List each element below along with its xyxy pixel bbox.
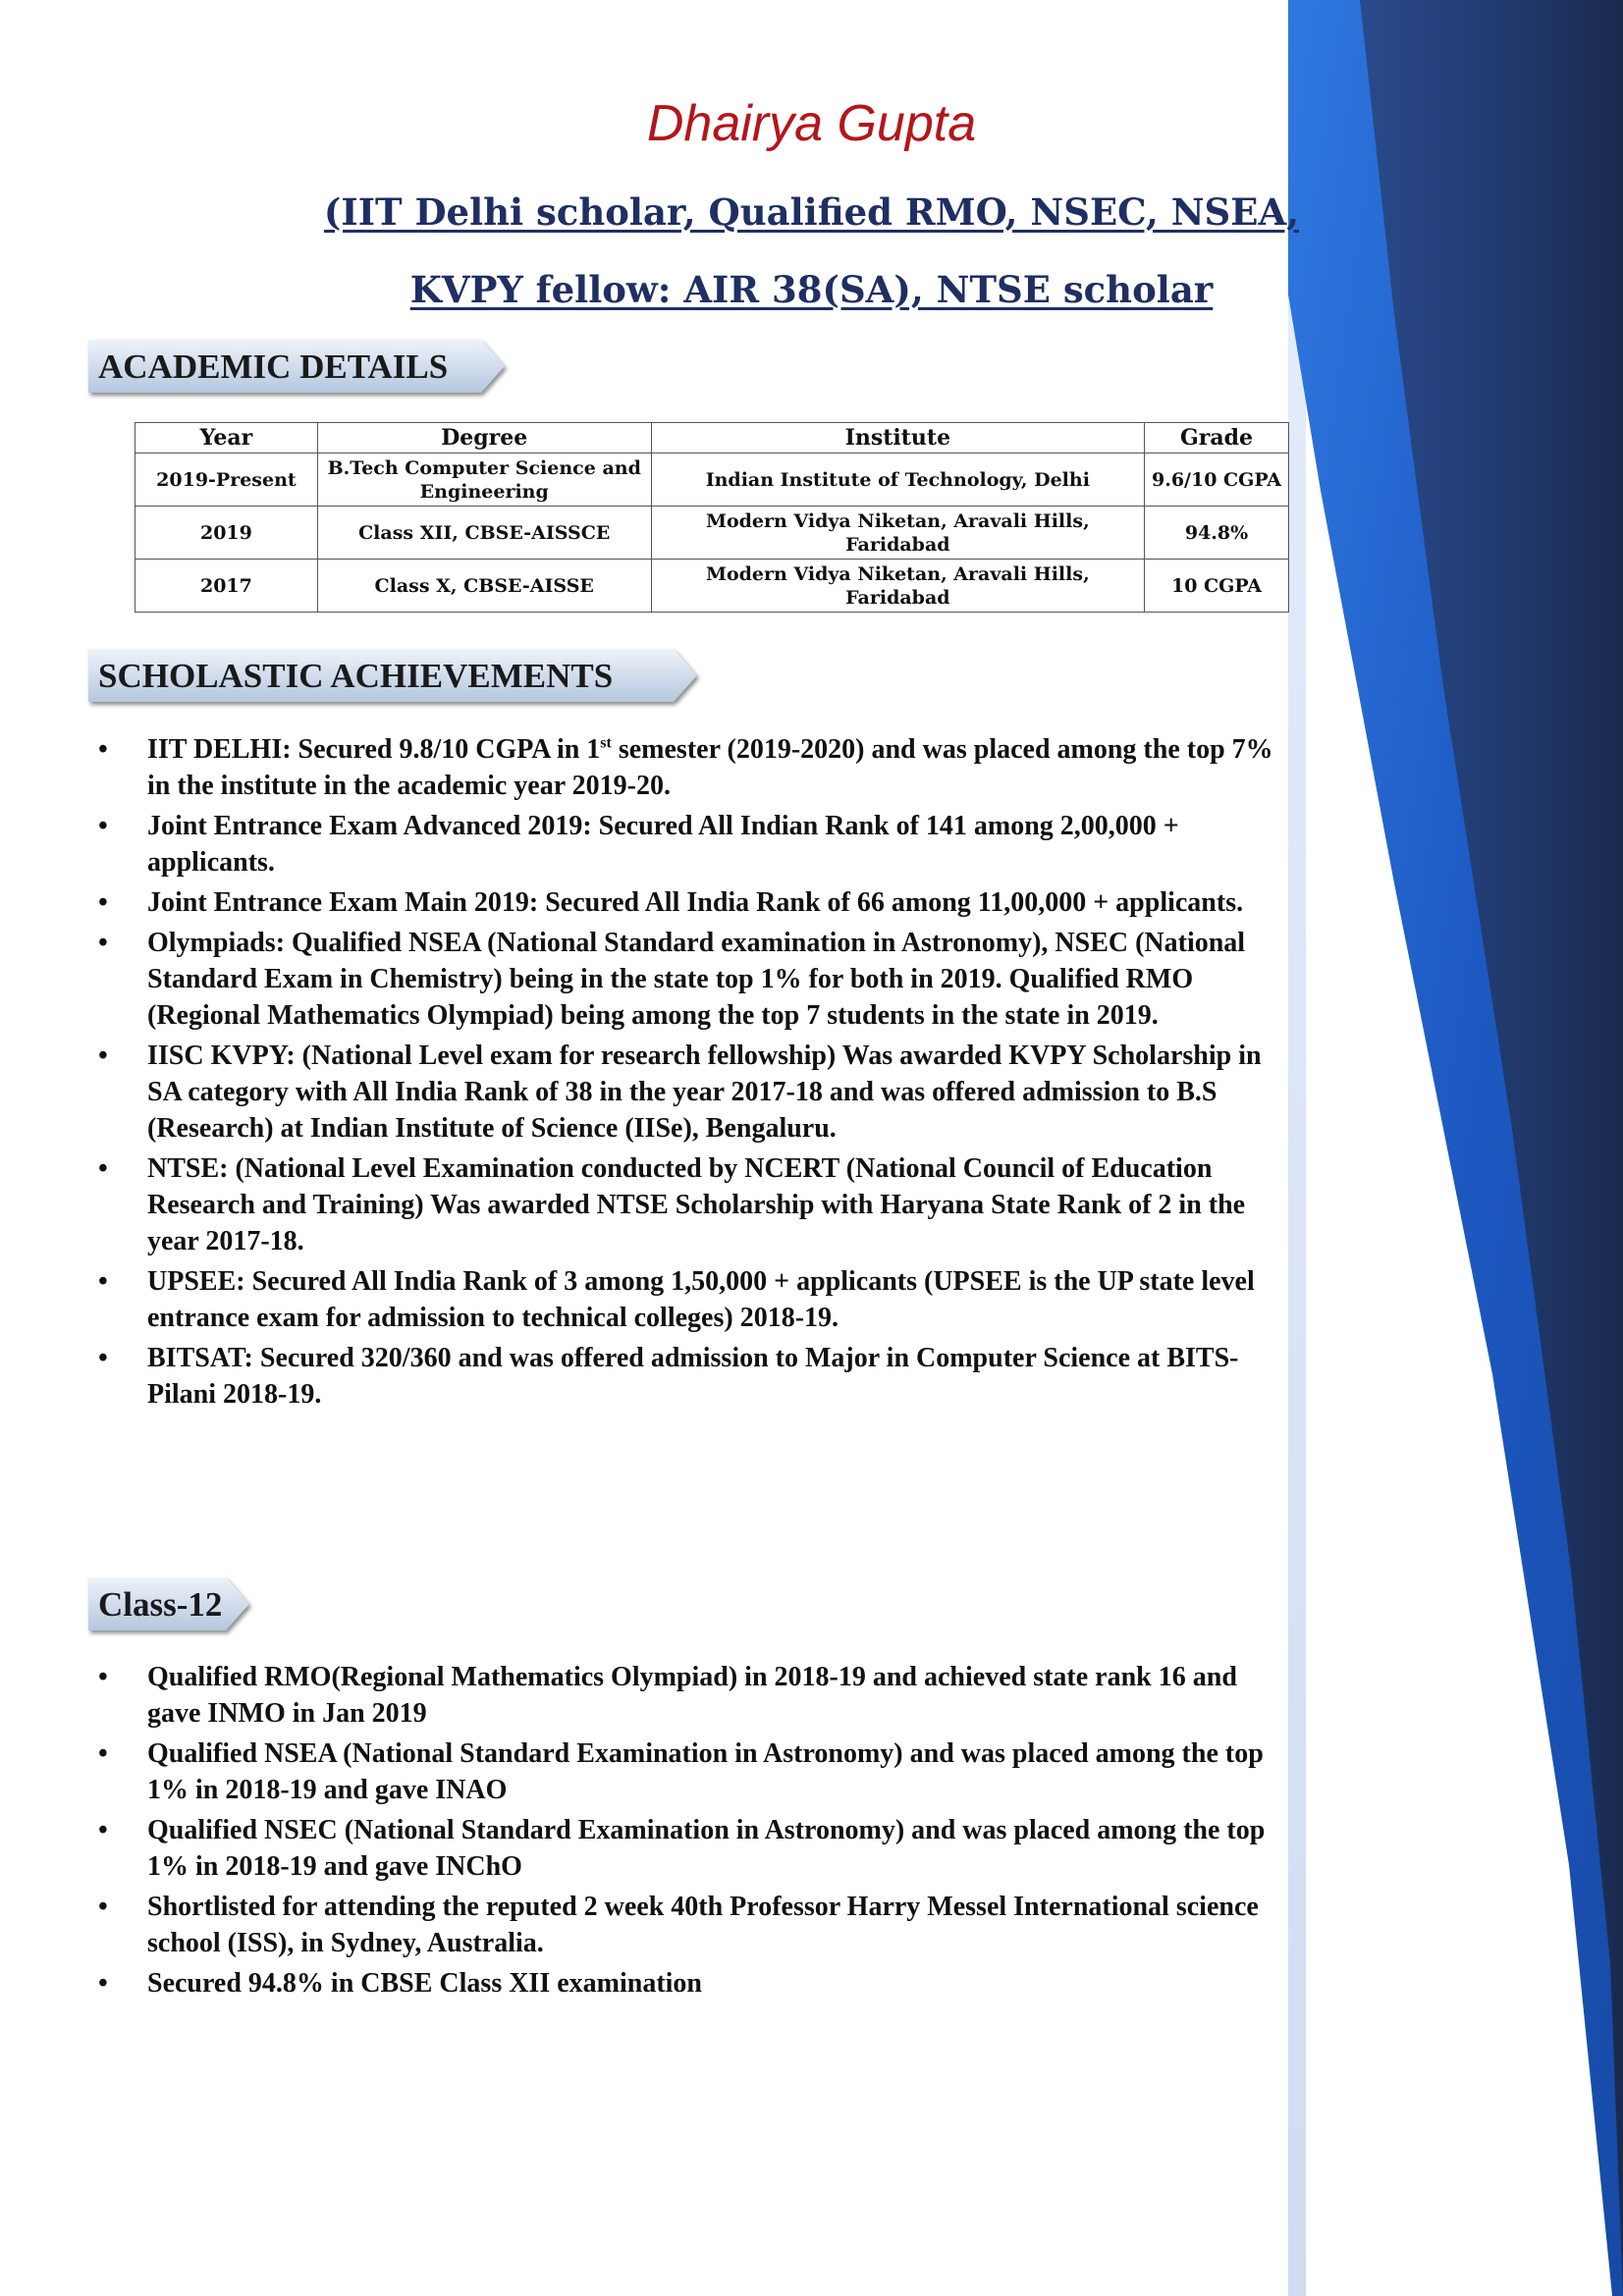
- cell-year: 2019: [135, 507, 318, 560]
- list-item: [98, 731, 1296, 804]
- header-year: Year: [135, 423, 318, 454]
- section-title-academic: ACADEMIC DETAILS: [98, 347, 449, 386]
- section-title-class12: Class-12: [98, 1585, 223, 1624]
- subtitle-line-1: (IIT Delhi scholar, Qualified RMO, NSEC, NSEA,: [323, 190, 1300, 234]
- cell-grade: 9.6/10 CGPA: [1145, 454, 1289, 507]
- academic-table: [135, 422, 1289, 613]
- list-item: • Olympiads: Qualified NSEA (National Standard examination in Astronomy), NSEC (National Standard Exam in Chemistry) being in the state top 1% for both in 2019. Qualified RMO (Regional Mathematics Olympiad) being among the top 7 students in the state in 2019.: [98, 925, 1296, 1034]
- header-institute: Institute: [651, 423, 1144, 454]
- table-header-row: [135, 423, 1289, 454]
- list-item: • Qualified NSEA (National Standard Examination in Astronomy) and was placed among the top 1% in 2018-19 and gave INAO: [98, 1735, 1296, 1808]
- class12-list: [98, 1659, 1296, 2005]
- list-item: • Qualified NSEC (National Standard Examination in Astronomy) and was placed among the top 1% in 2018-19 and gave INChO: [98, 1812, 1296, 1885]
- achievement-text-part: semester (2019-2020) and was placed among the top 7% in the institute in the academic year 2019-20.: [147, 734, 1273, 801]
- cell-institute: Modern Vidya Niketan, Aravali Hills, Faridabad: [651, 507, 1144, 560]
- section-banner-academic: [88, 340, 505, 393]
- list-item: • Shortlisted for attending the reputed 2 week 40th Professor Harry Messel International science school (ISS), in Sydney, Australia.: [98, 1889, 1296, 1961]
- achievement-text-part: IIT DELHI: Secured 9.8/10 CGPA in 1: [147, 734, 601, 765]
- cell-grade: 94.8%: [1145, 507, 1289, 560]
- list-item: • Secured 94.8% in CBSE Class XII examination: [98, 1965, 1296, 2002]
- list-item: • Joint Entrance Exam Main 2019: Secured All India Rank of 66 among 11,00,000 + applicants.: [98, 884, 1296, 921]
- header-grade: Grade: [1145, 423, 1289, 454]
- cell-degree: Class X, CBSE-AISSE: [317, 560, 651, 613]
- cell-year: 2019-Present: [135, 454, 318, 507]
- table-row: [135, 454, 1289, 507]
- header-degree: Degree: [317, 423, 651, 454]
- table-row: [135, 560, 1289, 613]
- list-item: • UPSEE: Secured All India Rank of 3 among 1,50,000 + applicants (UPSEE is the UP state level entrance exam for admission to technical colleges) 2018-19.: [98, 1263, 1296, 1336]
- table-row: [135, 507, 1289, 560]
- list-item: • Joint Entrance Exam Advanced 2019: Secured All Indian Rank of 141 among 2,00,000 + applicants.: [98, 808, 1296, 881]
- list-item: • NTSE: (National Level Examination conducted by NCERT (National Council of Education Research and Training) Was awarded NTSE Scholarship with Haryana State Rank of 2 in the year 2017-18.: [98, 1150, 1296, 1259]
- candidate-name: Dhairya Gupta: [646, 95, 977, 152]
- cell-degree: B.Tech Computer Science and Engineering: [317, 454, 651, 507]
- section-banner-class12: [88, 1577, 249, 1630]
- cell-year: 2017: [135, 560, 318, 613]
- section-banner-scholastic: [88, 649, 697, 702]
- ordinal-superscript: st: [600, 734, 612, 752]
- list-item: • Qualified RMO(Regional Mathematics Olympiad) in 2018-19 and achieved state rank 16 and gave INMO in Jan 2019: [98, 1659, 1296, 1732]
- achievements-list: [98, 731, 1296, 1416]
- cell-grade: 10 CGPA: [1145, 560, 1289, 613]
- subtitle-line-2: KVPY fellow: AIR 38(SA), NTSE scholar: [409, 268, 1214, 311]
- list-item: • IISC KVPY: (National Level exam for research fellowship) Was awarded KVPY Scholarship in SA category with All India Rank of 38 in the year 2017-18 and was offered admission to B.S (Research) at Indian Institute of Science (IISe), Bengaluru.: [98, 1038, 1296, 1147]
- cell-institute: Indian Institute of Technology, Delhi: [651, 454, 1144, 507]
- section-title-scholastic: SCHOLASTIC ACHIEVEMENTS: [98, 657, 614, 695]
- cell-institute: Modern Vidya Niketan, Aravali Hills, Faridabad: [651, 560, 1144, 613]
- list-item: • BITSAT: Secured 320/360 and was offered admission to Major in Computer Science at BITS-Pilani 2018-19.: [98, 1340, 1296, 1413]
- cell-degree: Class XII, CBSE-AISSCE: [317, 507, 651, 560]
